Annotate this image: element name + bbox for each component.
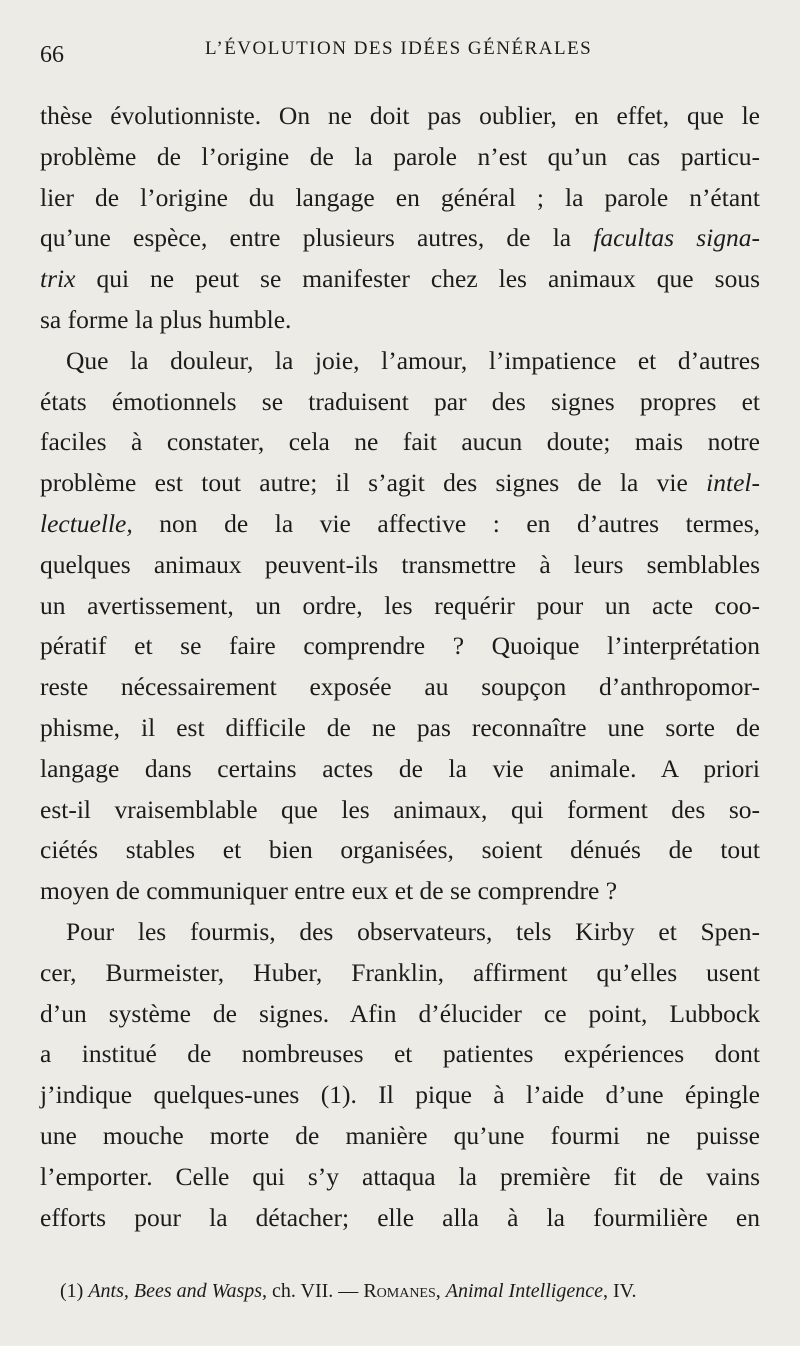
text-run: j’indique quelques-unes (1). Il pique à l’aide d’une épingle [40,1080,760,1110]
text-run: cer, Burmeister, Huber, Franklin, affirment qu’elles usent [40,957,760,987]
text-run: qui ne peut se manifester chez les animaux que sous [75,264,760,294]
italic-text: Ants, Bees and Wasps [88,1280,263,1302]
page-number: 66 [40,42,64,68]
text-run: , ch. VII. — [262,1280,364,1302]
text-line [40,871,760,912]
text-line [40,708,760,749]
italic-text: intel- [706,468,760,498]
text-run: sa forme la plus humble. [40,304,292,334]
text-run: un avertissement, un ordre, les requérir pour un acte coo- [40,590,760,620]
text-line [40,218,760,259]
text-line [40,1116,760,1157]
footnote [60,1280,770,1303]
text-line [40,953,760,994]
text-run: problème de l’origine de la parole n’est qu’un cas particu- [40,141,760,171]
italic-text: facultas signa- [593,223,760,253]
text-line [40,994,760,1035]
text-line [40,1157,760,1198]
text-line [40,586,760,627]
italic-text: lectuelle, [40,508,133,538]
text-run: reste nécessairement exposée au soupçon d’anthropomor- [40,672,760,702]
paragraph [40,341,760,912]
text-line [40,912,760,953]
text-line [40,178,760,219]
text-run: , [435,1280,446,1302]
text-line [40,790,760,831]
text-run: phisme, il est difficile de ne pas reconnaître une sorte de [40,712,760,742]
text-run: une mouche morte de manière qu’une fourmi ne puisse [40,1120,760,1150]
paragraph [40,96,760,341]
text-run: pératif et se faire comprendre ? Quoique l’interprétation [40,631,760,661]
text-run: a institué de nombreuses et patientes expériences dont [40,1039,760,1069]
text-run: non de la vie affective : en d’autres termes, [132,508,760,538]
text-run: ciétés stables et bien organisées, soient dénués de tout [40,835,760,865]
text-line [40,626,760,667]
paragraph [40,912,760,1238]
text-line [40,1075,760,1116]
text-run: moyen de communiquer entre eux et de se comprendre ? [40,876,618,906]
text-run: qu’une espèce, entre plusieurs autres, de la [40,223,594,253]
text-run: l’emporter. Celle qui s’y attaqua la première fit de vains [40,1161,760,1191]
text-line [40,96,760,137]
text-run: problème est tout autre; il s’agit des signes de la vie [40,468,707,498]
text-run: efforts pour la détacher; elle alla à la fourmilière en [40,1202,760,1232]
text-line [40,830,760,871]
text-run: lier de l’origine du langage en général ; la parole n’étant [40,182,760,212]
text-run: états émotionnels se traduisent par des signes propres et [40,386,760,416]
text-line [40,463,760,504]
text-run: quelques animaux peuvent-ils transmettre à leurs semblables [40,549,760,579]
text-run: (1) [60,1280,89,1302]
italic-text: trix [40,264,76,294]
text-line [40,1034,760,1075]
text-line [40,382,760,423]
text-line [40,504,760,545]
text-line [40,749,760,790]
text-line [40,545,760,586]
text-line [40,259,760,300]
text-run: Que la douleur, la joie, l’amour, l’impatience et d’autres [66,345,760,375]
italic-text: Animal Intelligence [445,1280,603,1302]
running-title: L’ÉVOLUTION DES IDÉES GÉNÉRALES [205,38,593,59]
text-line [40,422,760,463]
text-run: Romanes [363,1280,436,1302]
text-line [40,300,760,341]
text-line [40,667,760,708]
text-run: est-il vraisemblable que les animaux, qui forment des so- [40,794,760,824]
text-run: thèse évolutionniste. On ne doit pas oublier, en effet, que le [40,101,760,130]
text-run: langage dans certains actes de la vie animale. A priori [40,753,760,783]
text-run: Pour les fourmis, des observateurs, tels Kirby et Spen- [66,916,760,946]
text-run: faciles à constater, cela ne fait aucun doute; mais notre [40,427,760,457]
text-line [40,137,760,178]
text-run: , IV. [602,1280,637,1302]
body-text [40,96,760,1238]
page-header [40,38,760,78]
text-line [40,1198,760,1239]
text-line [40,341,760,382]
text-run: d’un système de signes. Afin d’élucider ce point, Lubbock [40,998,760,1028]
